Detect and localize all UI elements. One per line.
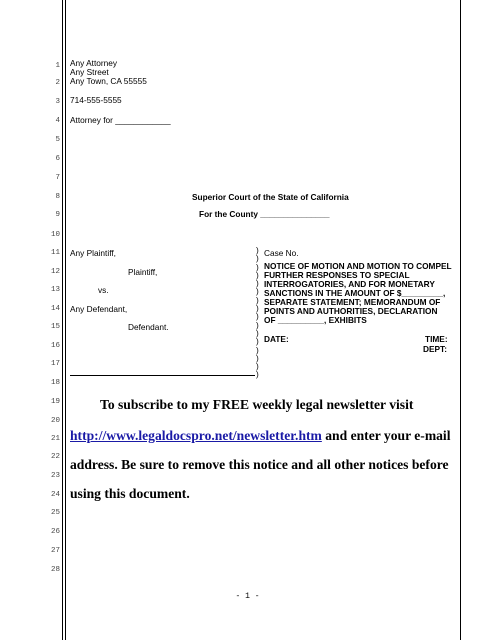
line-number: 25 <box>50 509 60 517</box>
line-number: 20 <box>50 417 60 425</box>
line-number: 13 <box>50 286 60 294</box>
line-number: 5 <box>55 136 60 144</box>
line-number: 3 <box>55 98 60 106</box>
notice-line: address. Be sure to remove this notice and all other notices before <box>70 457 449 472</box>
line-number: 9 <box>55 211 60 219</box>
plaintiff-role: Plaintiff, <box>128 267 158 277</box>
page-number: - 1 - <box>235 592 260 601</box>
margin-rule-right <box>460 0 461 640</box>
notice-line-with-link <box>70 428 451 444</box>
line-number: 12 <box>50 268 60 276</box>
margin-rule-inner <box>65 0 66 640</box>
court-county: For the County _______________ <box>199 209 330 219</box>
court-title: Superior Court of the State of California <box>192 192 349 202</box>
notice-line-rest: and enter your e-mail <box>321 428 451 443</box>
line-number: 23 <box>50 472 60 480</box>
case-title-line: SANCTIONS IN THE AMOUNT OF $_________, <box>264 288 446 298</box>
caption-underline <box>70 375 255 376</box>
line-number: 26 <box>50 528 60 536</box>
notice-line: To subscribe to my FREE weekly legal newsletter visit <box>100 397 414 412</box>
line-number: 19 <box>50 398 60 406</box>
hearing-dept-label: DEPT: <box>423 344 447 354</box>
line-number: 7 <box>55 174 60 182</box>
line-number: 17 <box>50 360 60 368</box>
plaintiff-name: Any Plaintiff, <box>70 248 116 258</box>
line-number: 6 <box>55 155 60 163</box>
notice-line: using this document. <box>70 486 190 501</box>
line-number: 1 <box>55 62 60 70</box>
line-number: 27 <box>50 547 60 555</box>
case-title-line: INTERROGATORIES, AND FOR MONETARY <box>264 279 435 289</box>
attorney-phone: 714-555-5555 <box>70 95 122 105</box>
hearing-date-label: DATE: <box>264 334 289 344</box>
newsletter-link[interactable]: http://www.legaldocspro.net/newsletter.htm <box>70 428 322 443</box>
line-number: 10 <box>50 231 60 239</box>
line-number: 2 <box>55 79 60 87</box>
line-number: 28 <box>50 566 60 574</box>
defendant-role: Defendant. <box>128 322 169 332</box>
case-number-label: Case No. <box>264 248 299 258</box>
caption-paren-column: ) ) ) ) ) ) ) ) ) ) ) ) ) ) ) ) <box>256 245 259 380</box>
defendant-name: Any Defendant, <box>70 304 128 314</box>
attorney-name: Any Attorney <box>70 58 118 68</box>
line-number: 15 <box>50 323 60 331</box>
line-number: 4 <box>55 117 60 125</box>
case-title-line: FURTHER RESPONSES TO SPECIAL <box>264 270 410 280</box>
line-number: 11 <box>50 249 60 257</box>
line-number: 21 <box>50 435 60 443</box>
versus-label: vs. <box>98 285 109 295</box>
case-title-line: SEPARATE STATEMENT; MEMORANDUM OF <box>264 297 441 307</box>
attorney-street: Any Street <box>70 67 109 77</box>
case-title-line: NOTICE OF MOTION AND MOTION TO COMPEL <box>264 261 452 271</box>
hearing-time-label: TIME: <box>425 334 448 344</box>
attorney-city: Any Town, CA 55555 <box>70 76 147 86</box>
case-title-line: OF __________, EXHIBITS <box>264 315 367 325</box>
line-number: 16 <box>50 342 60 350</box>
line-number: 8 <box>55 193 60 201</box>
line-number: 22 <box>50 453 60 461</box>
attorney-for: Attorney for ____________ <box>70 115 171 125</box>
line-number: 24 <box>50 491 60 499</box>
margin-rule-outer <box>62 0 63 640</box>
case-title-line: POINTS AND AUTHORITIES, DECLARATION <box>264 306 438 316</box>
line-number: 18 <box>50 379 60 387</box>
line-number: 14 <box>50 305 60 313</box>
